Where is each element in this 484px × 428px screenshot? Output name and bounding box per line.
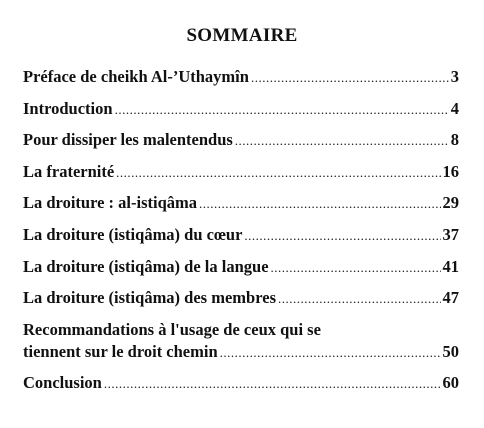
toc-entry-introduction (23, 98, 459, 121)
toc-entry-droiture (23, 192, 459, 215)
toc-entry-page: 16 (442, 161, 459, 181)
toc-entry-label: La droiture (istiqâma) de la langue (23, 256, 269, 276)
toc-entry-page: 4 (450, 98, 459, 118)
dot-leader (235, 129, 449, 152)
dot-leader (199, 192, 440, 215)
toc-entry-page: 41 (442, 256, 459, 276)
toc-entry-label: La fraternité (23, 161, 115, 181)
toc-entry-label: Préface de cheikh Al-’Uthaymîn (23, 67, 249, 86)
toc-entry-malentendus (23, 129, 459, 152)
page-title: SOMMAIRE (186, 25, 298, 46)
dot-leader (220, 341, 441, 364)
toc-entry-label: La droiture : al-istiqâma (23, 193, 198, 213)
toc-entry-droiture-langue (23, 256, 459, 279)
toc-entry-page: 29 (442, 193, 459, 213)
toc-entry-label-line1: Recommandations à l'usage de ceux qui se (23, 319, 321, 339)
table-of-contents (23, 66, 459, 404)
dot-leader (271, 256, 441, 279)
toc-entry-droiture-membres (23, 287, 459, 310)
toc-entry-preface (23, 66, 459, 89)
toc-entry-page: 3 (450, 67, 459, 86)
dot-leader (244, 224, 440, 247)
toc-entry-label: La droiture (istiqâma) des membres (23, 288, 276, 308)
toc-entry-label: Pour dissiper les malentendus (23, 130, 233, 150)
dot-leader (278, 287, 441, 310)
dot-leader (115, 98, 449, 121)
toc-entry-label: Introduction (23, 98, 113, 118)
dot-leader (251, 66, 449, 89)
toc-entry-page: 37 (442, 224, 459, 244)
dot-leader (116, 161, 440, 184)
toc-entry-fraternite (23, 161, 459, 184)
toc-entry-droiture-coeur (23, 224, 459, 247)
toc-entry-page: 60 (442, 373, 459, 393)
toc-entry-label: La droiture (istiqâma) du cœur (23, 224, 243, 244)
toc-entry-conclusion (23, 372, 459, 395)
toc-entry-label-line2: tiennent sur le droit chemin (23, 341, 218, 361)
toc-entry-page: 47 (442, 288, 459, 308)
toc-entry-page: 50 (442, 341, 459, 361)
toc-entry-recommandations (23, 319, 459, 364)
dot-leader (104, 372, 441, 395)
toc-entry-page: 8 (450, 130, 459, 150)
toc-entry-label: Conclusion (23, 373, 102, 393)
toc-entry-line2 (23, 341, 459, 364)
